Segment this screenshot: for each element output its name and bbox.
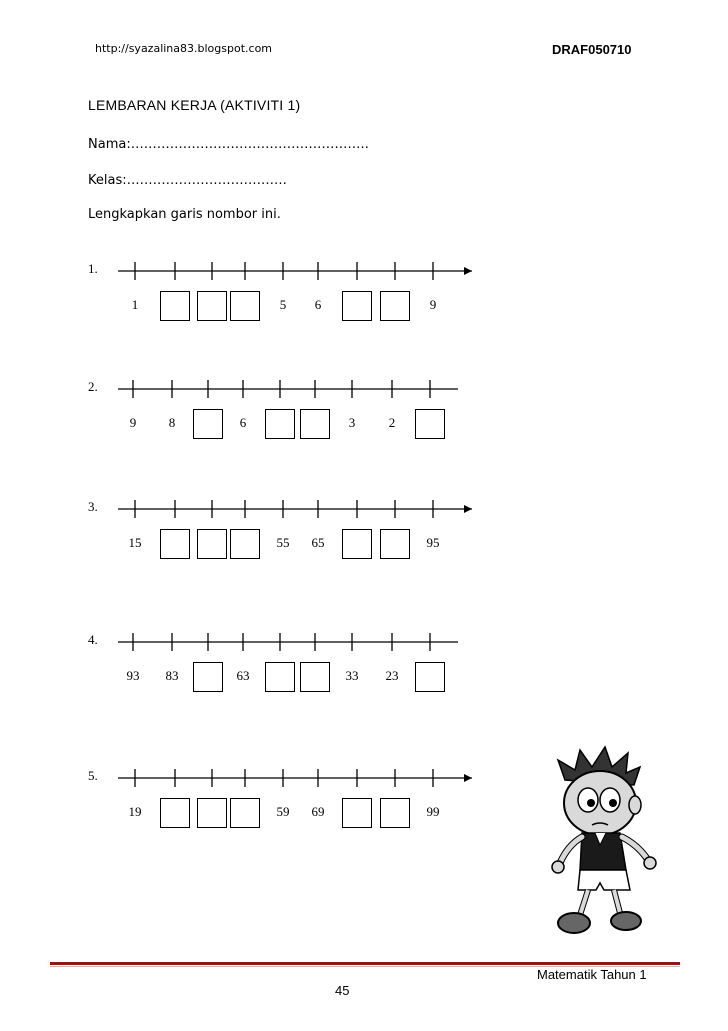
page-number: 45 <box>335 983 350 998</box>
answer-box[interactable] <box>415 662 445 692</box>
class-field: Kelas:………………………………. <box>88 173 287 188</box>
number-label: 6 <box>239 415 247 430</box>
answer-box[interactable] <box>415 409 445 439</box>
number-label: 63 <box>236 668 250 683</box>
answer-box[interactable] <box>230 291 260 321</box>
answer-box[interactable] <box>380 291 410 321</box>
number-label: 65 <box>311 535 325 550</box>
answer-box[interactable] <box>342 291 372 321</box>
question-number: 3. <box>88 499 98 514</box>
question-number: 4. <box>88 632 98 647</box>
number-label: 9 <box>129 415 137 430</box>
answer-box[interactable] <box>197 291 227 321</box>
arrow-head-icon <box>464 267 472 275</box>
number-label: 95 <box>426 535 440 550</box>
answer-box[interactable] <box>300 409 330 439</box>
answer-box[interactable] <box>197 529 227 559</box>
number-label: 33 <box>345 668 359 683</box>
number-label: 3 <box>348 415 356 430</box>
answer-box[interactable] <box>342 529 372 559</box>
number-label: 99 <box>426 804 440 819</box>
answer-box[interactable] <box>300 662 330 692</box>
number-label: 83 <box>165 668 179 683</box>
footer-subject: Matematik Tahun 1 <box>537 967 647 982</box>
boy-illustration <box>540 745 665 940</box>
arrow-head-icon <box>464 505 472 513</box>
instruction-text: Lengkapkan garis nombor ini. <box>88 207 281 222</box>
answer-box[interactable] <box>193 662 223 692</box>
number-label: 23 <box>385 668 399 683</box>
question-number: 5. <box>88 768 98 783</box>
number-label: 55 <box>276 535 290 550</box>
answer-box[interactable] <box>160 798 190 828</box>
question-number: 2. <box>88 379 98 394</box>
number-label: 19 <box>128 804 142 819</box>
number-label: 69 <box>311 804 325 819</box>
answer-box[interactable] <box>342 798 372 828</box>
answer-box[interactable] <box>380 798 410 828</box>
answer-box[interactable] <box>160 291 190 321</box>
answer-box[interactable] <box>265 662 295 692</box>
number-label: 6 <box>314 297 322 312</box>
number-label: 2 <box>388 415 396 430</box>
number-label: 9 <box>429 297 437 312</box>
document-code: DRAF050710 <box>552 42 632 57</box>
answer-box[interactable] <box>230 529 260 559</box>
footer-rule <box>50 962 680 965</box>
answer-box[interactable] <box>230 798 260 828</box>
question-number: 1. <box>88 261 98 276</box>
number-label: 8 <box>168 415 176 430</box>
name-field: Nama:………………………………………………. <box>88 137 369 152</box>
worksheet-title: LEMBARAN KERJA (AKTIVITI 1) <box>88 97 301 113</box>
answer-box[interactable] <box>193 409 223 439</box>
number-label: 1 <box>131 297 139 312</box>
answer-box[interactable] <box>265 409 295 439</box>
number-label: 59 <box>276 804 290 819</box>
answer-box[interactable] <box>160 529 190 559</box>
answer-box[interactable] <box>380 529 410 559</box>
number-label: 93 <box>126 668 140 683</box>
header-url: http://syazalina83.blogspot.com <box>95 42 273 55</box>
number-label: 15 <box>128 535 142 550</box>
number-label: 5 <box>279 297 287 312</box>
answer-box[interactable] <box>197 798 227 828</box>
arrow-head-icon <box>464 774 472 782</box>
